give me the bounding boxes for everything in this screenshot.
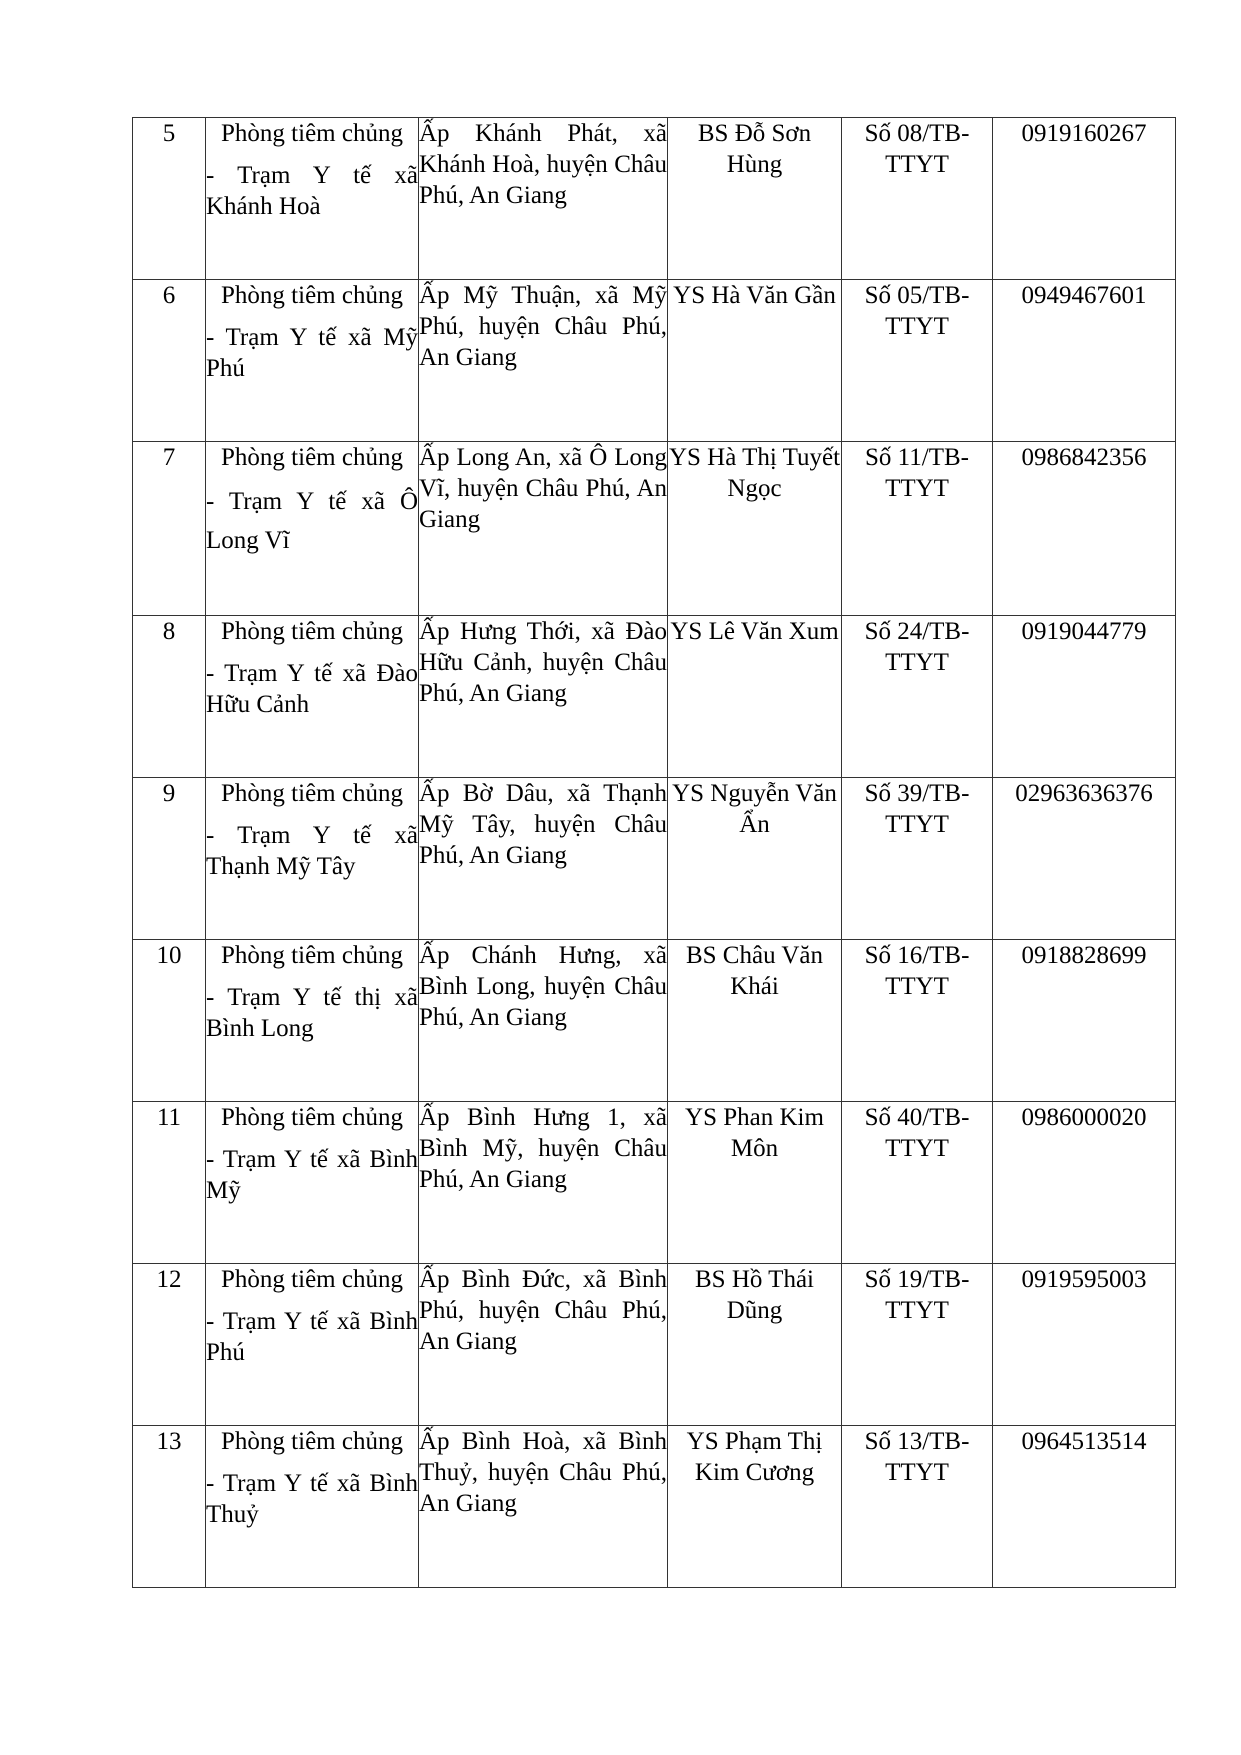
- phone-cell: 02963636376: [993, 778, 1176, 940]
- row-number: 9: [133, 778, 206, 940]
- row-number: 13: [133, 1426, 206, 1588]
- document-number-cell: Số 40/TB-TTYT: [842, 1102, 993, 1264]
- address-cell: Ấp Bình Đức, xã Bình Phú, huyện Châu Phú, An Giang: [419, 1264, 668, 1426]
- site-cell: [206, 442, 419, 616]
- person-cell: YS Phan Kim Môn: [668, 1102, 842, 1264]
- site-station: - Trạm Y tế thị xã Bình Long: [206, 984, 418, 1042]
- document-number-cell: Số 05/TB-TTYT: [842, 280, 993, 442]
- site-title: Phòng tiêm chủng: [221, 780, 403, 807]
- address-cell: Ấp Bình Hoà, xã Bình Thuỷ, huyện Châu Phú, An Giang: [419, 1426, 668, 1588]
- site-title: Phòng tiêm chủng: [221, 1266, 403, 1293]
- person-cell: YS Nguyễn Văn Ẩn: [668, 778, 842, 940]
- table-row: [133, 616, 1176, 778]
- document-number-cell: Số 39/TB-TTYT: [842, 778, 993, 940]
- address-cell: Ấp Hưng Thới, xã Đào Hữu Cảnh, huyện Châu Phú, An Giang: [419, 616, 668, 778]
- row-number: 5: [133, 118, 206, 280]
- table-row: [133, 280, 1176, 442]
- site-cell: [206, 778, 419, 940]
- site-station: - Trạm Y tế xã Đào Hữu Cảnh: [206, 660, 418, 718]
- table-row: [133, 940, 1176, 1102]
- address-cell: Ấp Bờ Dâu, xã Thạnh Mỹ Tây, huyện Châu Phú, An Giang: [419, 778, 668, 940]
- row-number: 11: [133, 1102, 206, 1264]
- row-number: 10: [133, 940, 206, 1102]
- person-cell: YS Hà Thị Tuyết Ngọc: [668, 442, 842, 616]
- address-cell: Ấp Chánh Hưng, xã Bình Long, huyện Châu Phú, An Giang: [419, 940, 668, 1102]
- site-cell: [206, 940, 419, 1102]
- table-row: [133, 778, 1176, 940]
- address-cell: Ấp Long An, xã Ô Long Vĩ, huyện Châu Phú, An Giang: [419, 442, 668, 616]
- table-row: [133, 1102, 1176, 1264]
- table-row: [133, 1264, 1176, 1426]
- person-cell: BS Đỗ Sơn Hùng: [668, 118, 842, 280]
- table-row: [133, 118, 1176, 280]
- document-number-cell: Số 08/TB-TTYT: [842, 118, 993, 280]
- person-cell: YS Hà Văn Gần: [668, 280, 842, 442]
- row-number: 6: [133, 280, 206, 442]
- table-row: [133, 442, 1176, 616]
- table-row: [133, 1426, 1176, 1588]
- site-title: Phòng tiêm chủng: [221, 1104, 403, 1131]
- row-number: 8: [133, 616, 206, 778]
- site-cell: [206, 1102, 419, 1264]
- document-number-cell: Số 13/TB-TTYT: [842, 1426, 993, 1588]
- site-cell: [206, 1264, 419, 1426]
- phone-cell: 0919160267: [993, 118, 1176, 280]
- phone-cell: 0986000020: [993, 1102, 1176, 1264]
- site-station: - Trạm Y tế xã Bình Mỹ: [206, 1146, 418, 1204]
- document-number-cell: Số 24/TB-TTYT: [842, 616, 993, 778]
- row-number: 7: [133, 442, 206, 616]
- phone-cell: 0918828699: [993, 940, 1176, 1102]
- document-number-cell: Số 11/TB-TTYT: [842, 442, 993, 616]
- site-station: - Trạm Y tế xã Bình Phú: [206, 1308, 418, 1366]
- document-number-cell: Số 19/TB-TTYT: [842, 1264, 993, 1426]
- person-cell: BS Châu Văn Khái: [668, 940, 842, 1102]
- phone-cell: 0964513514: [993, 1426, 1176, 1588]
- site-title: Phòng tiêm chủng: [221, 282, 403, 309]
- document-number-cell: Số 16/TB-TTYT: [842, 940, 993, 1102]
- site-title: Phòng tiêm chủng: [221, 618, 403, 645]
- address-cell: Ấp Bình Hưng 1, xã Bình Mỹ, huyện Châu Phú, An Giang: [419, 1102, 668, 1264]
- site-cell: [206, 280, 419, 442]
- site-title: Phòng tiêm chủng: [221, 120, 403, 147]
- phone-cell: 0986842356: [993, 442, 1176, 616]
- address-cell: Ấp Khánh Phát, xã Khánh Hoà, huyện Châu Phú, An Giang: [419, 118, 668, 280]
- address-cell: Ấp Mỹ Thuận, xã Mỹ Phú, huyện Châu Phú, An Giang: [419, 280, 668, 442]
- site-station: - Trạm Y tế xã Bình Thuỷ: [206, 1470, 418, 1528]
- person-cell: YS Phạm Thị Kim Cương: [668, 1426, 842, 1588]
- person-cell: YS Lê Văn Xum: [668, 616, 842, 778]
- site-cell: [206, 118, 419, 280]
- phone-cell: 0919595003: [993, 1264, 1176, 1426]
- site-station: - Trạm Y tế xã Ô Long Vĩ: [206, 488, 418, 554]
- site-station: - Trạm Y tế xã Mỹ Phú: [206, 324, 418, 382]
- phone-cell: 0949467601: [993, 280, 1176, 442]
- phone-cell: 0919044779: [993, 616, 1176, 778]
- site-title: Phòng tiêm chủng: [221, 444, 403, 471]
- row-number: 12: [133, 1264, 206, 1426]
- vaccination-sites-table: [132, 117, 1176, 1588]
- site-station: - Trạm Y tế xã Thạnh Mỹ Tây: [206, 822, 418, 880]
- site-cell: [206, 616, 419, 778]
- site-cell: [206, 1426, 419, 1588]
- person-cell: BS Hồ Thái Dũng: [668, 1264, 842, 1426]
- site-station: - Trạm Y tế xã Khánh Hoà: [206, 162, 418, 220]
- site-title: Phòng tiêm chủng: [221, 1428, 403, 1455]
- site-title: Phòng tiêm chủng: [221, 942, 403, 969]
